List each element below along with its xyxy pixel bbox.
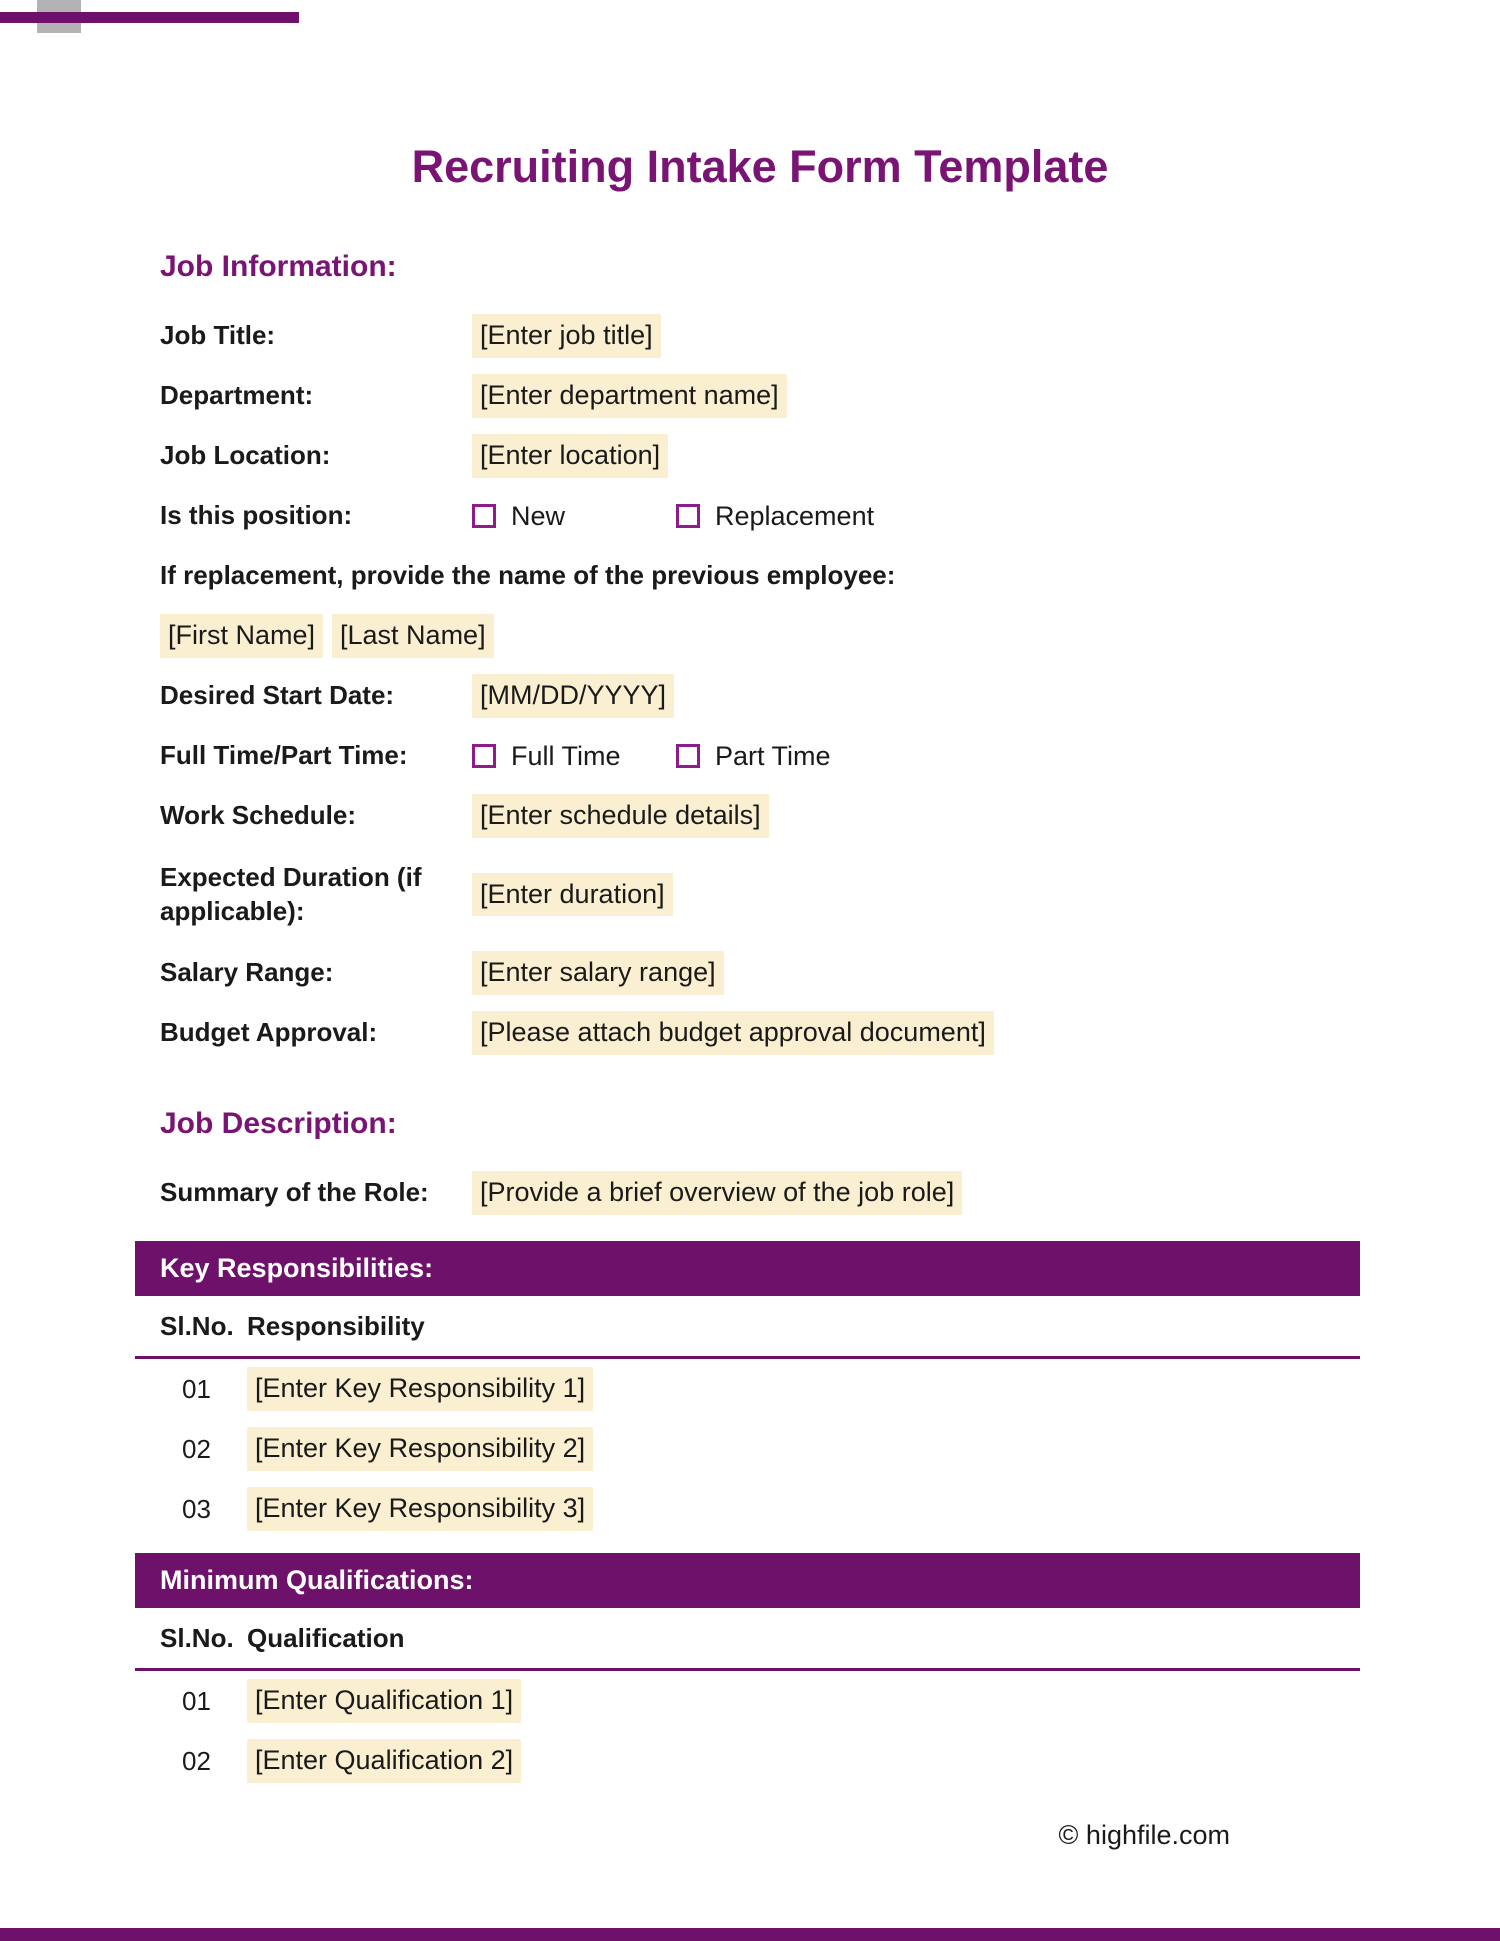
table-row bbox=[160, 1671, 1360, 1731]
expected-duration-label: Expected Duration (if applicable): bbox=[160, 861, 422, 926]
field-row-start-date bbox=[160, 666, 1360, 726]
department-field[interactable]: [Enter department name] bbox=[472, 374, 787, 417]
field-row-work-schedule bbox=[160, 786, 1360, 846]
responsibility-row-number: 01 bbox=[182, 1373, 211, 1404]
qualification-1-field[interactable]: [Enter Qualification 1] bbox=[247, 1679, 521, 1722]
field-row-job-location bbox=[160, 426, 1360, 486]
field-row-salary-range bbox=[160, 943, 1360, 1003]
new-checkbox[interactable] bbox=[472, 504, 496, 528]
start-date-field[interactable]: [MM/DD/YYYY] bbox=[472, 674, 674, 717]
work-schedule-label: Work Schedule: bbox=[160, 800, 357, 831]
replacement-note-row bbox=[160, 546, 1360, 606]
replacement-checkbox[interactable] bbox=[676, 504, 700, 528]
job-location-label: Job Location: bbox=[160, 440, 331, 471]
option-full-time bbox=[472, 741, 676, 772]
copyright-text: © highfile.com bbox=[1058, 1820, 1230, 1850]
option-part-time bbox=[676, 741, 831, 772]
field-row-expected-duration bbox=[160, 846, 1360, 943]
field-row-role-summary bbox=[160, 1163, 1360, 1223]
responsibilities-col-name: Responsibility bbox=[247, 1310, 425, 1341]
field-row-position-type bbox=[160, 486, 1360, 546]
part-time-checkbox[interactable] bbox=[676, 744, 700, 768]
bottom-accent-bar bbox=[0, 1928, 1500, 1941]
field-row-employment-type bbox=[160, 726, 1360, 786]
field-row-budget-approval bbox=[160, 1003, 1360, 1063]
responsibilities-col-slno: Sl.No. bbox=[160, 1310, 234, 1341]
full-time-checkbox[interactable] bbox=[472, 744, 496, 768]
qualifications-table-header bbox=[160, 1608, 1360, 1668]
work-schedule-field[interactable]: [Enter schedule details] bbox=[472, 794, 769, 837]
section-heading-job-information: Job Information: bbox=[160, 250, 397, 283]
minimum-qualifications-banner: Minimum Qualifications: bbox=[135, 1553, 1360, 1608]
responsibility-2-field[interactable]: [Enter Key Responsibility 2] bbox=[247, 1427, 593, 1470]
table-row bbox=[160, 1359, 1360, 1419]
field-row-department bbox=[160, 366, 1360, 426]
qualification-row-number: 02 bbox=[182, 1745, 211, 1776]
start-date-label: Desired Start Date: bbox=[160, 680, 395, 711]
qualification-2-field[interactable]: [Enter Qualification 2] bbox=[247, 1739, 521, 1782]
page-title: Recruiting Intake Form Template bbox=[411, 141, 1109, 192]
table-row bbox=[160, 1731, 1360, 1791]
job-title-field[interactable]: [Enter job title] bbox=[472, 314, 661, 357]
option-replacement bbox=[676, 501, 874, 532]
full-time-checkbox-label: Full Time bbox=[511, 740, 621, 771]
salary-range-field[interactable]: [Enter salary range] bbox=[472, 951, 724, 994]
qualification-row-number: 01 bbox=[182, 1685, 211, 1716]
salary-range-label: Salary Range: bbox=[160, 957, 334, 988]
role-summary-field[interactable]: [Provide a brief overview of the job role] bbox=[472, 1171, 962, 1214]
expected-duration-field[interactable]: [Enter duration] bbox=[472, 873, 673, 916]
budget-approval-label: Budget Approval: bbox=[160, 1017, 378, 1048]
table-row bbox=[160, 1479, 1360, 1539]
new-checkbox-label: New bbox=[511, 500, 566, 531]
replacement-checkbox-label: Replacement bbox=[715, 500, 875, 531]
table-row bbox=[160, 1419, 1360, 1479]
budget-approval-field[interactable]: [Please attach budget approval document] bbox=[472, 1011, 994, 1054]
responsibility-3-field[interactable]: [Enter Key Responsibility 3] bbox=[247, 1487, 593, 1530]
field-row-job-title bbox=[160, 306, 1360, 366]
responsibility-row-number: 03 bbox=[182, 1493, 211, 1524]
option-new bbox=[472, 501, 676, 532]
key-responsibilities-banner: Key Responsibilities: bbox=[135, 1241, 1360, 1296]
job-location-field[interactable]: [Enter location] bbox=[472, 434, 668, 477]
responsibility-1-field[interactable]: [Enter Key Responsibility 1] bbox=[247, 1367, 593, 1410]
responsibilities-table-header bbox=[160, 1296, 1360, 1356]
section-heading-job-description: Job Description: bbox=[160, 1107, 397, 1140]
replacement-note: If replacement, provide the name of the previous employee: bbox=[160, 560, 896, 591]
responsibility-row-number: 02 bbox=[182, 1433, 211, 1464]
previous-employee-name-row bbox=[160, 606, 1360, 666]
position-type-label: Is this position: bbox=[160, 500, 353, 531]
top-accent-bar bbox=[0, 12, 299, 23]
department-label: Department: bbox=[160, 380, 314, 411]
role-summary-label: Summary of the Role: bbox=[160, 1177, 429, 1208]
employment-type-label: Full Time/Part Time: bbox=[160, 740, 408, 771]
last-name-field[interactable]: [Last Name] bbox=[332, 614, 494, 657]
part-time-checkbox-label: Part Time bbox=[715, 740, 831, 771]
job-title-label: Job Title: bbox=[160, 320, 276, 351]
qualifications-col-name: Qualification bbox=[247, 1622, 405, 1653]
first-name-field[interactable]: [First Name] bbox=[160, 614, 323, 657]
qualifications-col-slno: Sl.No. bbox=[160, 1622, 234, 1653]
